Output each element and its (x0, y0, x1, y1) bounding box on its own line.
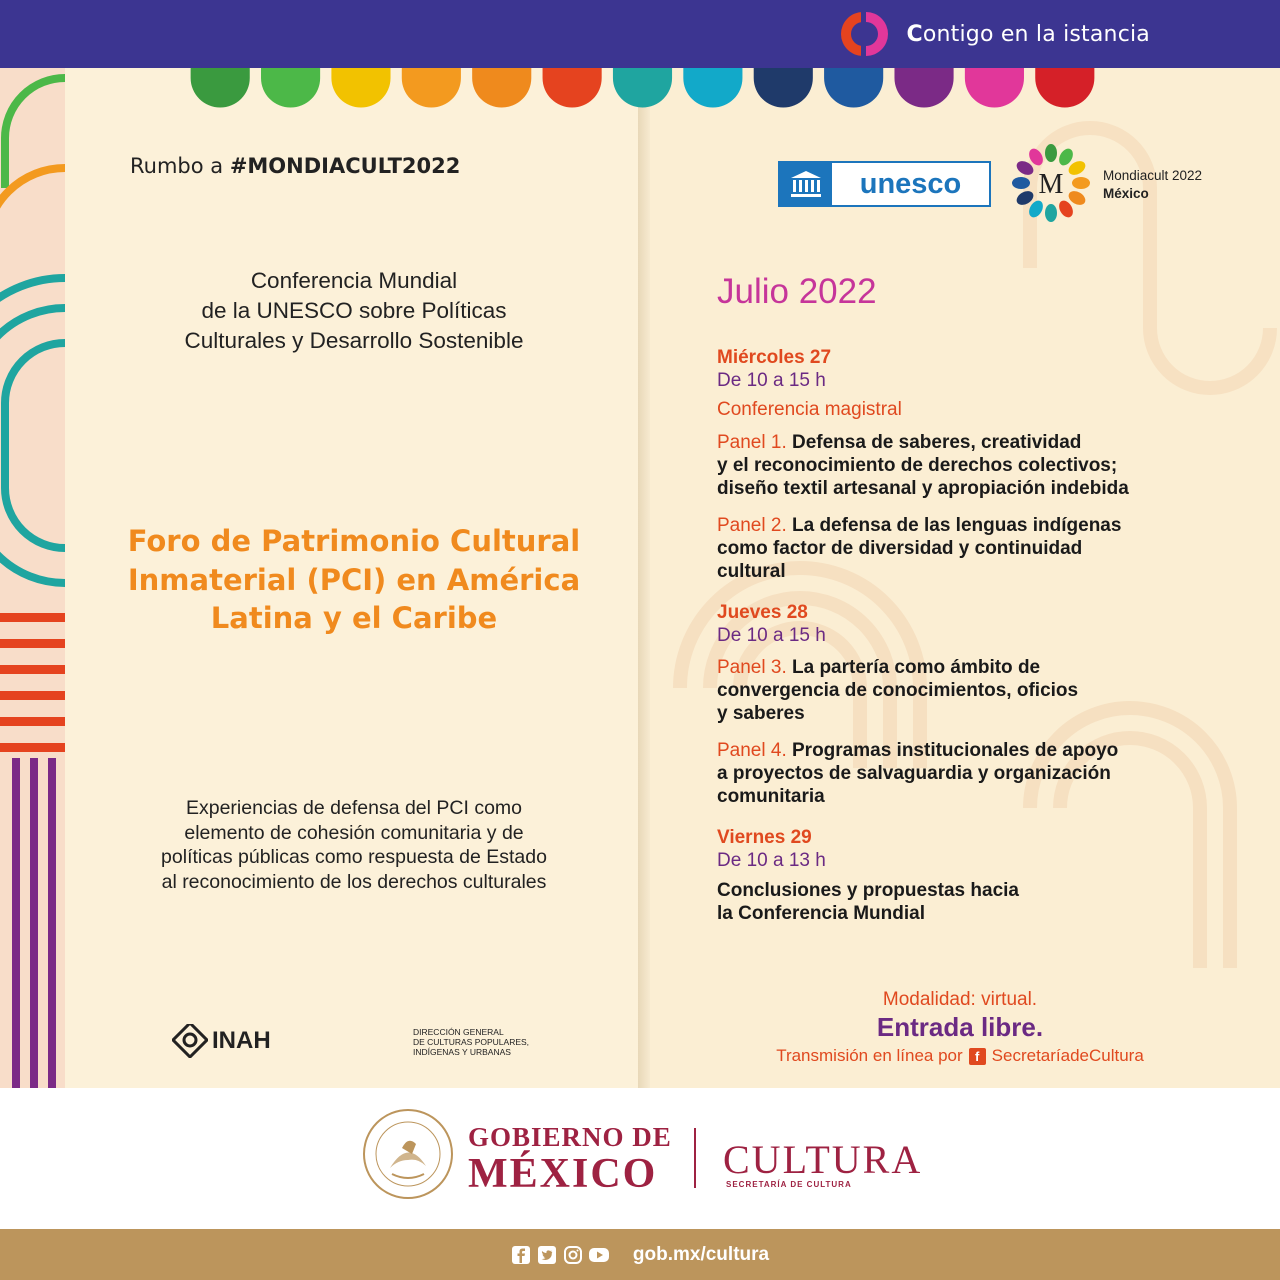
hours-wednesday: De 10 a 15 h (717, 370, 826, 391)
petal (613, 68, 672, 108)
twitter-icon[interactable] (537, 1245, 557, 1265)
petal (402, 68, 461, 108)
modality-text: Modalidad: virtual. (882, 989, 1038, 1010)
inah-emblem-icon (172, 1024, 208, 1058)
youtube-icon[interactable] (589, 1245, 609, 1265)
day-friday: Viernes 29 (717, 827, 812, 848)
petal (331, 68, 390, 108)
stream-line[interactable]: Transmisión en línea por f SecretaríadeCultura (740, 1042, 1180, 1070)
petal (683, 68, 742, 108)
forum-description: Experiencias de defensa del PCI como elemento de cohesión comunitaria y de políticas públicas como respuesta de Estado al reconocimiento de los derechos culturales (161, 797, 547, 893)
hours-friday: De 10 a 13 h (717, 850, 826, 871)
facebook-icon[interactable]: f (969, 1048, 986, 1065)
government-banner (0, 1088, 1280, 1229)
mondiacult-label: Mondiacult 2022 México (1103, 168, 1203, 201)
petal (191, 68, 250, 108)
flower-petal (1072, 177, 1090, 189)
petal (1035, 68, 1094, 108)
unesco-label: unesco (859, 167, 962, 200)
facebook-icon[interactable] (511, 1245, 531, 1265)
decorative-stripe (0, 68, 65, 1088)
forum-title: Foro de Patrimonio Cultural Inmaterial (PCI) en América Latina y el Caribe (127, 524, 581, 635)
petal (472, 68, 531, 108)
keynote: Conferencia magistral (717, 399, 902, 420)
social-icons (511, 1245, 609, 1265)
conference-title: Conferencia Mundial de la UNESCO sobre Políticas Culturales y Desarrollo Sostenible (184, 268, 524, 353)
flower-petal (1012, 177, 1030, 189)
event-poster (0, 68, 1280, 1088)
petal (965, 68, 1024, 108)
mondiacult-flower-icon (1006, 138, 1096, 228)
panel-1: Panel 1. Defensa de saberes, creatividad y el reconocimiento de derechos colectivos; diseño textil artesanal y apropiación indebida (717, 432, 1129, 499)
dgcp-logo: DIRECCIÓN GENERAL DE CULTURAS POPULARES, INDÍGENAS Y URBANAS (413, 1027, 530, 1057)
unesco-logo (778, 161, 991, 207)
unesco-temple-icon (780, 163, 832, 205)
panel-2: Panel 2. La defensa de las lenguas indígenas como factor de diversidad y continuidad cultural (717, 515, 1122, 582)
flower-petal (1045, 204, 1057, 222)
day-thursday: Jueves 28 (717, 602, 808, 623)
instagram-icon[interactable] (563, 1245, 583, 1265)
contigo-logo-icon (839, 10, 897, 58)
brand-text: Contigo en la istancia (906, 21, 1150, 47)
mondiacult-letter: M (1038, 169, 1064, 200)
petal (894, 68, 953, 108)
flower-petal (1045, 144, 1057, 162)
month-heading: Julio 2022 (717, 272, 877, 311)
decorative-petals-icon (185, 68, 1100, 118)
top-bar (0, 0, 1280, 68)
hashtag-line: Rumbo a #MONDIACULT2022 (130, 154, 461, 178)
mexico-seal-icon (362, 1108, 454, 1200)
hashtag: #MONDIACULT2022 (229, 154, 461, 178)
inah-label: INAH (212, 1027, 271, 1054)
logo-divider (694, 1128, 696, 1188)
inah-logo (172, 1023, 271, 1059)
petal (261, 68, 320, 108)
panel-4: Panel 4. Programas institucionales de apoyo a proyectos de salvaguardia y organización comunitaria (717, 740, 1119, 807)
gobierno-logo: GOBIERNO DE MÉXICO (468, 1122, 672, 1197)
closing-session: Conclusiones y propuestas hacia la Conferencia Mundial (717, 880, 1019, 924)
cultura-subtitle: SECRETARÍA DE CULTURA (726, 1180, 852, 1189)
website-link[interactable]: gob.mx/cultura (632, 1243, 770, 1265)
decorative-lines-icon (0, 68, 65, 1088)
petal (824, 68, 883, 108)
hours-thursday: De 10 a 15 h (717, 625, 826, 646)
fold-shadow (638, 68, 650, 1088)
day-wednesday: Miércoles 27 (717, 347, 832, 368)
cultura-logo: CULTURA (723, 1137, 923, 1182)
event-modality (740, 988, 1180, 1070)
stream-channel-link[interactable]: SecretaríadeCultura (991, 1046, 1144, 1065)
panel-3: Panel 3. La partería como ámbito de convergencia de conocimientos, oficios y saberes (717, 657, 1079, 724)
petal (754, 68, 813, 108)
contigo-brand[interactable] (839, 12, 1151, 56)
footer-bar (0, 1229, 1280, 1280)
petal (543, 68, 602, 108)
entry-text: Entrada libre. (876, 1012, 1044, 1042)
